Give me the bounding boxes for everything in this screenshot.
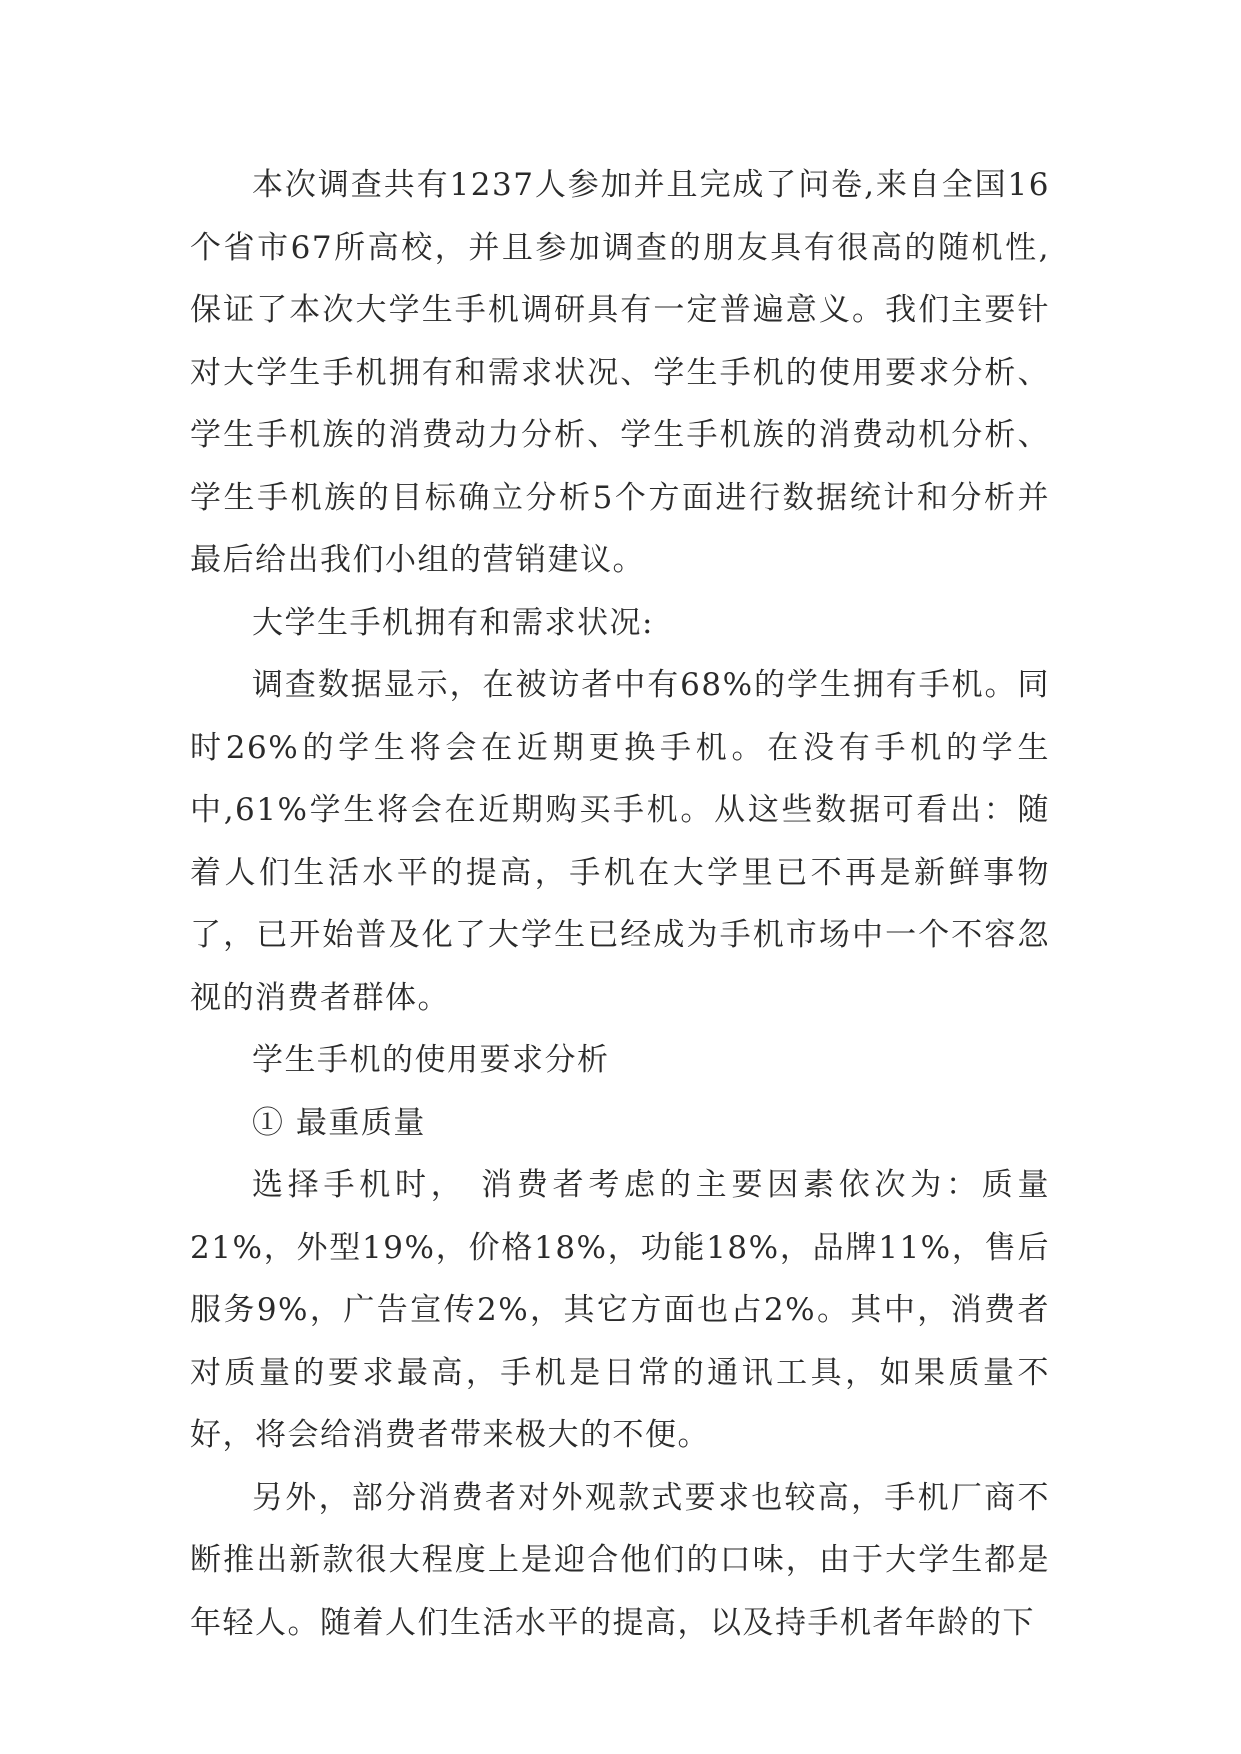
heading-ownership-demand: 大学生手机拥有和需求状况: [252,604,654,641]
subheading-quality-first: ① 最重质量 [252,1104,426,1141]
paragraph-purchase-factors: 选择手机时， 消费者考虑的主要因素依次为：质量21%，外型19%，价格18%，功能18%，品牌11%，售后服务9%，广告宣传2%，其它方面也占2%。其中，消费者对质量的要求最高，手机是日常的通讯工具，如果质量不好，将会给消费者带来极大的不便。 [190,1167,1050,1453]
paragraph-survey-intro: 本次调查共有1237人参加并且完成了问卷,来自全国16个省市67所高校，并且参加调查的朋友具有很高的随机性,保证了本次大学生手机调研具有一定普遍意义。我们主要针对大学生手机拥有和需求状况、学生手机的使用要求分析、学生手机族的消费动力分析、学生手机族的消费动机分析、学生手机族的目标确立分析5个方面进行数据统计和分析并最后给出我们小组的营销建议。 [190,167,1050,578]
heading-usage-requirements: 学生手机的使用要求分析 [252,1042,610,1078]
paragraph-ownership-data: 调查数据显示，在被访者中有68%的学生拥有手机。同时26%的学生将会在近期更换手机。在没有手机的学生中,61%学生将会在近期购买手机。从这些数据可看出：随着人们生活水平的提高，手机在大学里已不再是新鲜事物了，已开始普及化了大学生已经成为手机市场中一个不容忽视的消费者群体。 [190,667,1050,1016]
paragraph-appearance: 另外，部分消费者对外观款式要求也较高，手机厂商不断推出新款很大程度上是迎合他们的口味，由于大学生都是年轻人。随着人们生活水平的提高，以及持手机者年龄的下 [190,1479,1050,1641]
document-body [190,154,1050,1654]
